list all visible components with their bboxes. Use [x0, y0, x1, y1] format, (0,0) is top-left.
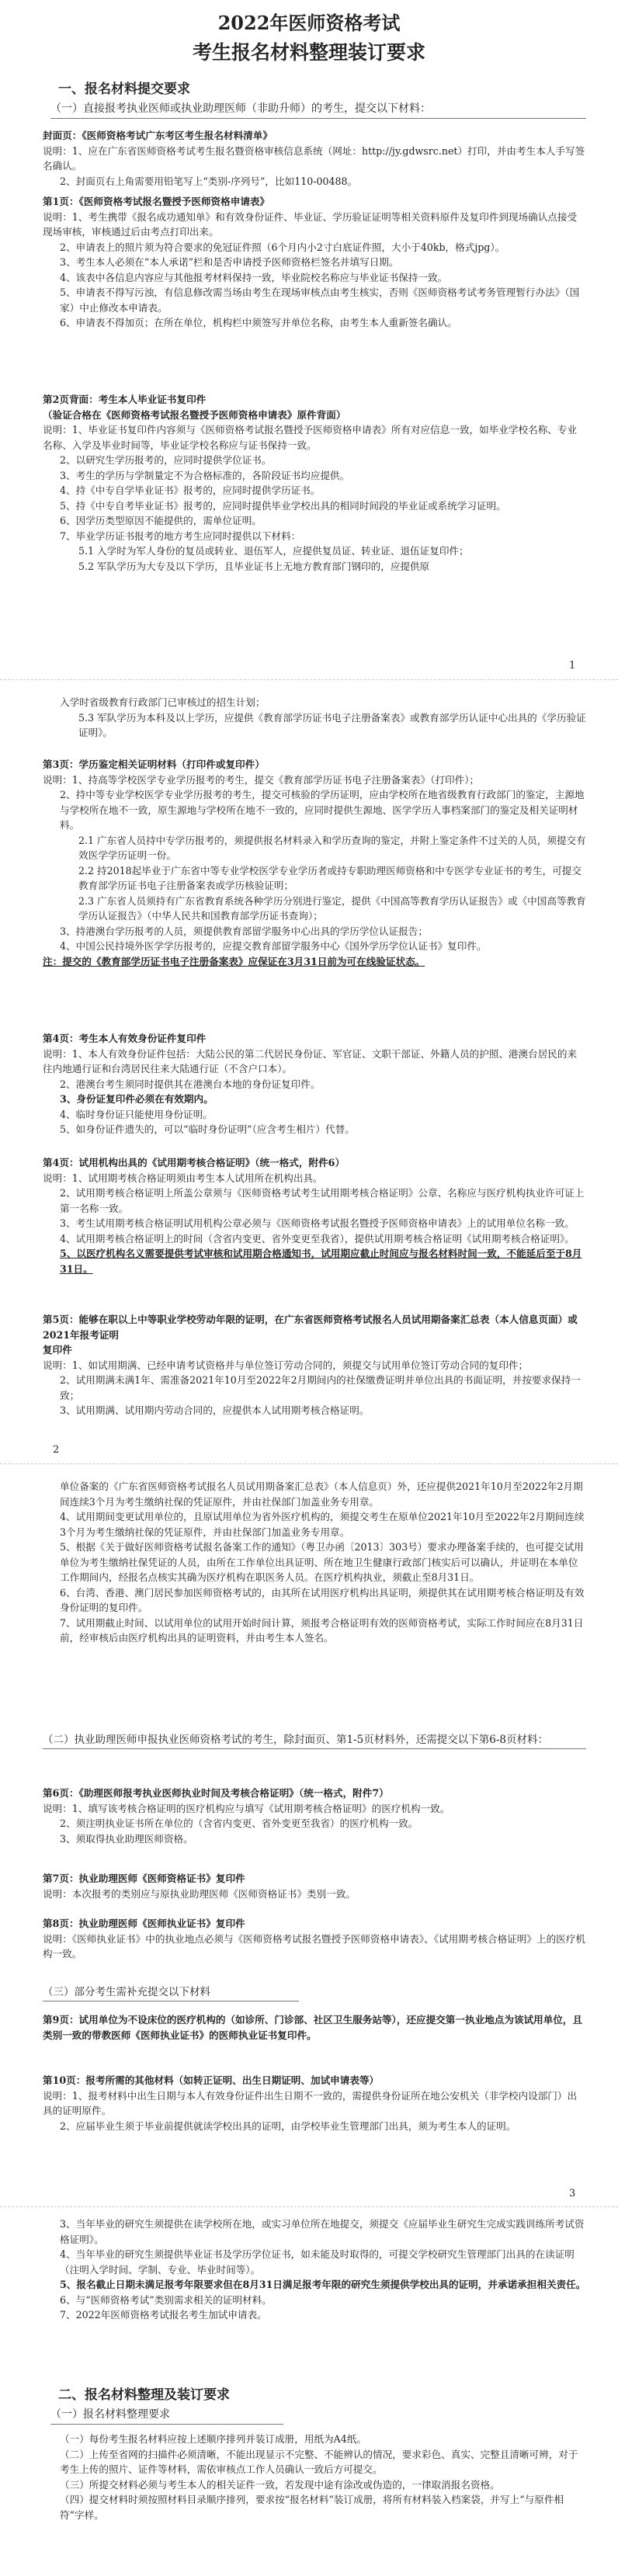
cover-label: 封面页： [43, 130, 82, 141]
page3-title: 学历鉴定相关证明材料（打印件或复印件） [78, 759, 265, 770]
part3-page10-label: 第10页： [43, 2074, 86, 2086]
page3-line: 2.3 广东省人员须持有广东省教育系统各种学历分别进行鉴定，提供《中国高等教育学历认证报告》或《中国高等教育学历认证报告》（中华人民共和国教育部学历证书查询）； [78, 894, 586, 922]
page2-line: 4、持《中专自学毕业证书》报考的，应同时提供学历证书。 [60, 484, 321, 496]
cover-title: 《医师资格考试广东考区考生报名材料清单》 [82, 130, 273, 141]
part2-page8-title: 执业助理医师《医师执业证书》复印件 [78, 1918, 245, 1929]
cont-line: 5.3 军队学历为本科及以上学历，应提供《教育部学历证书电子注册备案表》或教育部学历认证中心出具的《学历验证证明》。 [78, 711, 586, 738]
page3-line: 4、中国公民持境外医学学历报考的，应提交教育部留学服务中心《国外学历学位认证书》复印件。 [60, 940, 487, 952]
trial-cert-label: 第4页： [43, 1157, 79, 1168]
page-number: 1 [569, 660, 576, 672]
cont-line: 入学时省级教育行政部门已审核过的招生计划； [60, 696, 266, 708]
part2-page6-section [43, 1786, 586, 1846]
cont3-line: 7、2022年医师资格考试报名考生加试申请表。 [60, 2309, 267, 2321]
page3-notice: 注：提交的《教育部学历证书电子注册备案表》应保证在3月31日前为可在线验证状态。 [43, 955, 425, 967]
trial-cert-title: 试用机构出具的《试用期考核合格证明》（统一格式，附件6） [78, 1157, 345, 1168]
page4-line: 说明：1、本人有效身份证件包括：大陆公民的第二代居民身份证、军官证、文职干部证、外籍人员的护照、港澳台居民的来往内地通行证和台湾居民往来大陆通行证（不含户口本）。 [43, 1047, 578, 1074]
part2-page6-line: 3、须取得执业助理医师资格。 [60, 1832, 193, 1845]
page2-section [43, 392, 586, 574]
page3-line: 3、持港澳台学历报考的人员，须提供教育部留学服务中心出具的学历学位认证报告； [60, 925, 428, 937]
page3-label: 第3页： [43, 759, 79, 770]
page5-label: 第5页： [43, 1314, 79, 1325]
cover-section [43, 128, 586, 189]
page3-line: 2、持中等专业学校医学专业学历报考的考生，提交可核验的学历证明，应由学校所在地省级教育行政部门的鉴定，主源地与学校所在地不一致，原生源地与学校所在地不一致的，应同时提供生源地、医学学历人事档案部门的鉴定及相关证明材料。 [60, 789, 585, 831]
cont2-line: 4、试用期间变更试用单位的，且原试用单位为省外医疗机构的，须提交考生在原单位2021年10月至2022年2月期间连续3个月为考生缴纳社保的凭证原件，并由社保部门加盖业务专用章。 [60, 1511, 585, 1538]
part2-page8-line: 说明：《医师执业证书》中的执业地点必须与《医师资格考试报名暨授予医师资格申请表》、《试用期考核合格证明》上的医疗机构一致。 [43, 1932, 585, 1960]
page2-label: 第2页背面： [43, 394, 99, 405]
part2-page6-line: 2、须注明执业证书所在单位的（含省内变更、省外变更至我省）的医疗机构一致。 [60, 1817, 418, 1829]
page1-line: 5、申请表不得写污浊，有信息修改需当场由考生在现场审核点由考生核实，否则《医师资格考试考务管理暂行办法》（国家）中止修改本申请表。 [60, 286, 580, 314]
page2-line: 3、考生的学历与学制量定不为合格标准的，各阶段证书均应提供。 [60, 469, 350, 481]
cont3-line: 6、与“医师资格考试”类别需求相关的证明材料。 [60, 2293, 272, 2306]
page1-line: 2、申请表上的照片须为符合要求的免冠证件照（6个月内小2寸白底证件照，大小于40kb，格式jpg）。 [60, 241, 505, 253]
cont3-line: 3、当年毕业的研究生须提供在读学校所在地，或实习单位所在地提交，须提交《应届毕业生研究生完成实践训练所考试资格证明》。 [60, 2218, 585, 2245]
part3-page9-title: 试用单位为不设床位的医疗机构的（如诊所、门诊部、社区卫生服务站等），还应提交第一执业地点为该试用单位，且类别一致的带教医师《医师执业证书》的医师执业证书复印件。 [43, 2014, 583, 2041]
page1-section [43, 194, 586, 331]
page5-continued [43, 1479, 586, 1646]
trial-cert-line: 3、考生试用期考核合格证明试用机构公章必须与《医师资格考试报名暨授予医师资格申请表》上的试用单位名称一致。 [60, 1217, 575, 1229]
page2-sub: 5.2 军队学历为大专及以下学历，且毕业证书上无地方教育部门钢印的，应提供原 [78, 560, 430, 572]
cont2-line: 5、根据《关于做好医师资格考试报名备案工作的通知》（粤卫办函〔2013〕303号）要求办理备案手续的，也可提交试用单位为考生缴纳社保凭证的人员，由所在工作单位出具证明、所在地卫生健康行政部门核实后可以确认，并证明在本单位工作期间内，经报名点核实其确为医疗机构在职医务人员。在医疗机构执业，须截止至8月31日。 [60, 1541, 584, 1583]
page3-line: 2.1 广东省人员持中专学历报考的，须提供报名材料录入和学历查询的鉴定，并附上鉴定条件不过关的人员，须提交有效医学学历证明一份。 [78, 834, 586, 861]
page-number: 3 [569, 2188, 576, 2199]
part2-page6-title: 《助理医师报考执业医师执业时间及考核合格证明》（统一格式，附件7） [78, 1787, 389, 1799]
page-break [0, 1463, 618, 1464]
part3-page10-line: 2、应届毕业生须于毕业前提供就读学校出具的证明，由学校毕业生管理部门出具，须为考生本人的证明。 [60, 2119, 516, 2132]
part2-page7-section [43, 1871, 586, 1901]
trial-cert-section [43, 1155, 586, 1276]
part2-page7-line: 说明：本次报考的类别应与原执业助理医师《医师资格证书》类别一致。 [43, 1887, 356, 1900]
organize-line: （三）所提交材料必须与考生本人的相关证件一致，若发现中途有涂改或伪造的，一律取消报名资格。 [60, 2478, 500, 2491]
cover-line: 说明：1、应在广东省医师资格考试考生报名暨资格审核信息系统（网址：http://jy.gdwsrc.net）打印，并由考生本人手写签名确认。 [43, 144, 585, 172]
page-break [0, 2206, 618, 2207]
page2-subtitle: （验证合格在《医师资格考试报名暨授予医师资格申请表》原件背面） [43, 408, 346, 421]
box-supplementary [43, 1984, 586, 2001]
page2-continued [43, 695, 586, 741]
page2-note: 7、毕业学历证书报考的地方考生应同时提供以下材料： [60, 529, 301, 542]
page5-line: 2、试用期满未满1年、需准备2021年10月至2022年2月期间内的社保缴费证明并单位出具的书面证明，并按要求保持一致； [60, 1374, 581, 1401]
cover-line: 2、封面页右上角需要用铅笔写上“类别-序列号”，比如110-00488。 [60, 175, 358, 187]
page4-section [43, 1031, 586, 1137]
page4-title: 考生本人有效身份证件复印件 [78, 1033, 207, 1044]
page4-label: 第4页： [43, 1033, 79, 1044]
document-subtitle: 考生报名材料整理装订要求 [192, 41, 425, 64]
page5-title: 能够在职以上中等职业学校劳动年限的证明，在广东省医师资格考试报名人员试用期备案汇总表（本人信息页面）或2021年报考证明 [43, 1314, 578, 1341]
page1-line: 6、申请表不得加页；在所在单位，机构栏中须签写并单位名称，由考生本人重新签名确认。 [60, 317, 457, 328]
organize-line: （一）每份考生报名材料应按上述顺序排列并装订成册，用纸为A4纸。 [60, 2433, 366, 2445]
part2-page6-label: 第6页： [43, 1787, 79, 1799]
section-heading-2: 二、报名材料整理及装订要求 [58, 2387, 230, 2403]
part3-page10-section [43, 2073, 586, 2133]
cont3-line: 5、报名截止日期未满足报考年限要求但在8月31日满足报考年限的研究生须提供学校出具的证明，并承诺承担相关责任。 [60, 2279, 586, 2290]
page1-line: 4、该表中各信息内容应与其他报考材料保持一致，毕业院校名称应与毕业证书保持一致。 [60, 271, 448, 283]
page4-line: 5、如身份证件遗失的，可以“临时身份证明”（应含考生相片）代替。 [60, 1123, 355, 1135]
box-assistant-text: （二）执业助理医师申报执业医师资格考试的考生，除封面页、第1-5页材料外，还需提交以下第6-8页材料： [43, 1731, 586, 1749]
page4-line: 2、港澳台考生须同时提供其在港澳台本地的身份证复印件。 [60, 1078, 321, 1090]
part3-page10-line: 说明：1、报考材料中出生日期与本人有效身份证件出生日期不一致的，需提供身份证所在地公安机关（非学校内设部门）出具的证明原件。 [43, 2089, 578, 2116]
section-heading-1: 一、报名材料提交要求 [58, 82, 190, 97]
page2-line: 5、持《中专自考毕业证书》报考的，应同时提供毕业学校出具的相同时间段的毕业证或系统学习证明。 [60, 499, 506, 512]
page5-line: 说明：1、如试用期满、已经申请考试资格并与单位签订劳动合同的，须提交与试用单位签订劳动合同的复印件； [43, 1359, 529, 1371]
cont3-line: 4、当年毕业的研究生须提供毕业证书及学历学位证书，如未能及时取得的，可提交学校研究生管理部门出具的在读证明（注明入学时间、学制、专业、毕业时间等）。 [60, 2248, 575, 2276]
part3-page10-title: 报考所需的其他材料（如转正证明、出生日期证明、加试申请表等） [85, 2074, 380, 2086]
page2-title: 考生本人毕业证书复印件 [98, 394, 207, 405]
cont2-line: 单位备案的《广东省医师资格考试报名人员试用期备案汇总表》（本人信息页）外，还应提供2021年10月至2022年2月期间连续3个月为考生缴纳社保的凭证原件，并由社保部门加盖业务专用章。 [60, 1481, 583, 1508]
page1-label: 第1页： [43, 196, 79, 207]
page5-subtitle: 复印件 [43, 1344, 72, 1356]
cont2-line: 6、台湾、香港、澳门居民参加医师资格考试的，由其所在试用医疗机构出具证明，须提供其在试用期考核合格证明及有效身份证明的复印件。 [60, 1586, 585, 1613]
page5-section [43, 1312, 586, 1418]
organize-line: （四）提交材料时须按照材料目录顺序排列，要求按“报名材料”装订成册，将所有材料装入档案袋，并写上“与原件相符”字样。 [60, 2494, 564, 2521]
page4-line: 3、身份证复印件必须在有效期内。 [60, 1093, 214, 1105]
page1-line: 3、考生本人必须在“本人承诺”栏和是否申请授予医师资格栏签名并填写日期。 [60, 256, 399, 268]
page3-line: 说明：1、持高等学校医学专业学历报考的考生，提交《教育部学历证书电子注册备案表》（打印件）； [43, 773, 480, 786]
part2-page7-title: 执业助理医师《医师资格证书》复印件 [78, 1873, 245, 1884]
page2-line: 说明：1、毕业证书复印件内容须与《医师资格考试报名暨授予医师资格申请表》所有对应信息一致，如毕业学校名称、专业名称、入学及毕业时间等，毕业证学校名称应与证书保持一致。 [43, 424, 578, 451]
box-supplementary-text: （三）部分考生需补充提交以下材料 [43, 1984, 299, 2001]
part2-page6-line: 说明：1、填写该考核合格证明的医疗机构应与填写《试用期考核合格证明》的医疗机构一致。 [43, 1802, 450, 1814]
page2-line: 2、以研究生学历报考的，应同时提供学位证书。 [60, 454, 272, 466]
trial-cert-line: 2、试用期考核合格证明上所盖公章须与《医师资格考试考生试用期考核合格证明》公章、名称应与医疗机构执业许可证上第一名称一致。 [60, 1187, 585, 1214]
page1-line: 说明：1、考生携带《报名成功通知单》和有效身份证件、毕业证、学历验证证明等相关资料原件及复印件到现场确认点接受现场审核，审核通过后由考点打印出来。 [43, 210, 578, 238]
box-direct-applicants: （一）直接报考执业医师或执业助理医师（非助升师）的考生，提交以下材料： [50, 99, 586, 119]
page1-title: 《医师资格考试报名暨授予医师资格申请表》 [78, 196, 270, 207]
page3-line: 2.2 持2018起毕业于广东省中等专业学校医学专业学历者或持专职助理医师资格和中专医学专业证书的考生，可提交教育部学历证书电子注册备案表或学历核验证明； [78, 864, 582, 891]
box-assistant-physicians [43, 1731, 586, 1749]
part3-continued [43, 2217, 586, 2323]
part2-page8-label: 第8页： [43, 1918, 79, 1929]
part3-page9-label: 第9页： [43, 2014, 79, 2026]
box-organize: （一）报名材料整理要求 [50, 2405, 283, 2425]
document-title: 2022年医师资格考试 [217, 12, 401, 34]
page3-section [43, 757, 586, 969]
page-break [0, 679, 618, 680]
page2-sub: 5.1 入学时为军人身份的复员或转业、退伍军人，应提供复员证、转业证、退伍证复印件； [78, 545, 469, 557]
page2-line: 6、因学历类型原因不能提供的，需单位证明。 [60, 515, 262, 526]
page-number: 2 [53, 1444, 60, 1456]
trial-cert-line: 说明：1、试用期考核合格证明须由考生本人试用所在机构出具。 [43, 1172, 323, 1184]
trial-cert-line: 5、以医疗机构名义需要提供考试审核和试用期合格通知书，试用期应截止时间应与报名材料时间一致，不能延后至于8月31日。 [60, 1248, 582, 1275]
part2-page8-section [43, 1916, 586, 1962]
page4-line: 4、临时身份证只能使用身份证明。 [60, 1108, 213, 1120]
part2-page7-label: 第7页： [43, 1873, 79, 1884]
organize-rules [43, 2432, 586, 2522]
organize-line: （二）上传至省网的扫描件必须清晰，不能出现显示不完整、不能辨认的情况，要求彩色、真实、完整且清晰可辨，对于考生上传的照片、证件等材料，需依审核点工作人员确认一致后方可提交。 [60, 2448, 578, 2475]
cont2-line: 7、试用期截止时间、以试用单位的试用开始时间计算，须报考合格证明有效的医师资格考试，实际工作时间应在8月31日前，经审核后由医疗机构出具的证明资料，并由考生本人签名。 [60, 1616, 584, 1644]
part3-page9-section [43, 2012, 586, 2043]
trial-cert-line: 4、试用期考核合格证明上的时间（含省内变更、省外变更至我省），提供试用期考核合格证明《试用期考核合格证明》。 [60, 1232, 575, 1245]
page5-line: 3、试用期满、试用期内劳动合同的，应提供本人试用期考核合格证明。 [60, 1404, 370, 1416]
